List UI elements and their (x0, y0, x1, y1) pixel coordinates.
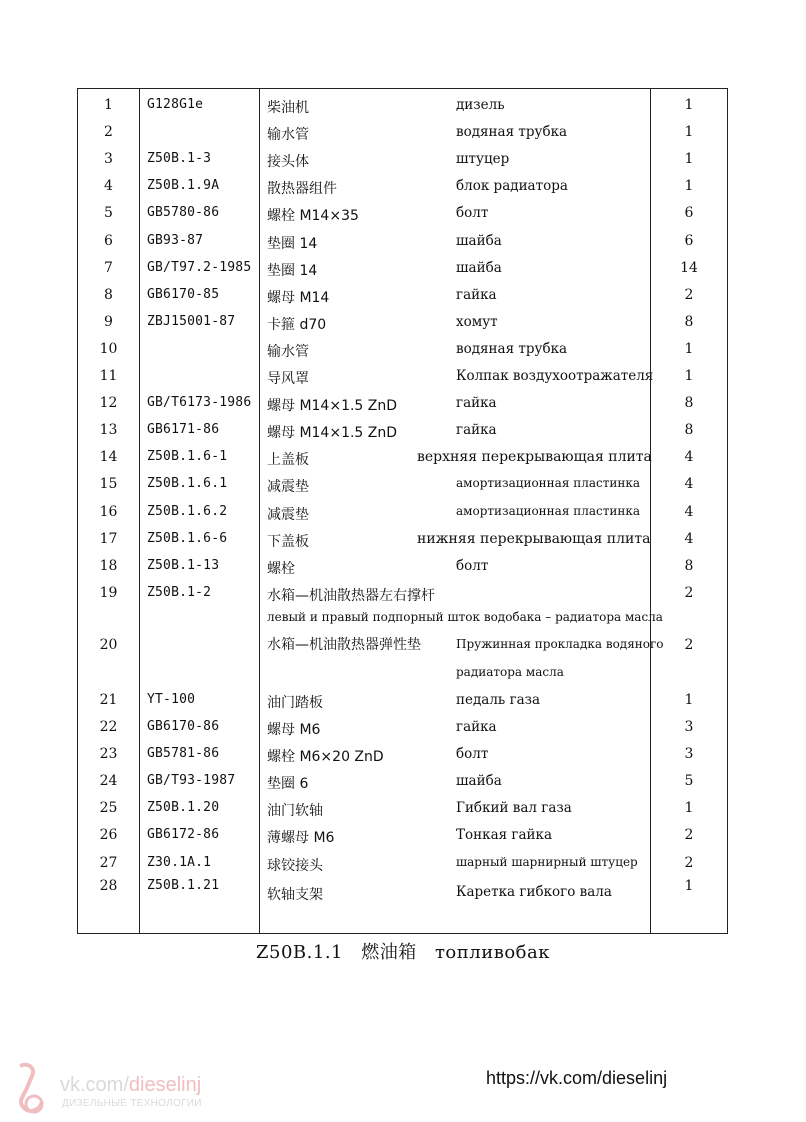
chinese-name: 接头体 (267, 154, 309, 171)
chinese-name: 上盖板 (267, 452, 309, 469)
table-row (78, 146, 727, 173)
russian-name: Колпак воздухоотражателя (456, 368, 654, 384)
item-number: 10 (99, 340, 118, 357)
item-number: 3 (104, 151, 113, 168)
table-row (78, 471, 727, 498)
item-number: 26 (99, 827, 118, 844)
chinese-name: 软轴支架 (267, 886, 323, 903)
parts-table (77, 88, 728, 934)
item-number: 19 (99, 584, 118, 601)
quantity: 1 (684, 151, 694, 168)
quantity: 1 (684, 340, 694, 357)
table-row (78, 877, 727, 904)
table-row (78, 390, 727, 417)
russian-name: шайба (456, 773, 502, 790)
table-row (78, 822, 727, 849)
item-number: 9 (104, 313, 113, 330)
item-number: 17 (99, 530, 118, 547)
item-number: 2 (104, 124, 113, 141)
part-code: Z50B.1-3 (147, 151, 212, 167)
chinese-name: 螺栓 M6×20 ZnD (267, 749, 384, 766)
chinese-name: 螺栓 M14×35 (267, 208, 359, 225)
quantity: 1 (684, 124, 694, 141)
part-code: GB5781-86 (147, 746, 220, 762)
table-row (78, 607, 727, 687)
chinese-name: 下盖板 (267, 533, 309, 550)
russian-name: нижняя перекрывающая плита (417, 530, 651, 547)
russian-name: шайба (456, 232, 502, 249)
quantity: 2 (684, 636, 694, 653)
chinese-name: 垫圈 14 (267, 235, 318, 252)
russian-name: Гибкий вал газа (456, 800, 572, 817)
part-code: GB/T97.2-1985 (147, 259, 252, 275)
item-number: 7 (104, 259, 113, 276)
watermark-logo (10, 1060, 240, 1116)
table-row (78, 336, 727, 363)
russian-name: штуцер (456, 151, 510, 168)
russian-name: педаль газа (456, 691, 541, 708)
quantity: 8 (684, 313, 694, 330)
russian-name: шайба (456, 259, 502, 276)
table-row (78, 580, 727, 607)
table-row (78, 768, 727, 795)
quantity: 5 (684, 773, 694, 790)
item-number: 18 (99, 557, 118, 574)
quantity: 1 (684, 691, 694, 708)
quantity: 2 (684, 286, 694, 303)
item-number: 23 (99, 746, 118, 763)
item-number: 1 (104, 97, 113, 113)
quantity: 4 (684, 530, 694, 547)
caption-code: Z50B.1.1 (256, 942, 343, 963)
part-code: Z50B.1.6.2 (147, 503, 228, 519)
quantity: 4 (684, 503, 694, 520)
item-number: 21 (99, 691, 118, 708)
caption-chinese: 燃油箱 (361, 942, 417, 963)
part-code: Z50B.1.9A (147, 178, 220, 194)
quantity: 8 (684, 395, 694, 412)
part-code: Z50B.1.6-1 (147, 449, 228, 465)
table-row (78, 417, 727, 444)
item-number: 11 (99, 368, 118, 384)
part-code: GB/T93-1987 (147, 773, 236, 789)
item-number: 28 (99, 877, 118, 894)
caption-russian: топливобак (434, 942, 550, 963)
chinese-name: 球铰接头 (267, 857, 323, 874)
item-number: 27 (99, 854, 118, 871)
chinese-name: 油门软轴 (267, 803, 323, 820)
chinese-name: 螺母 M14×1.5 ZnD (267, 398, 398, 415)
chinese-name: 薄螺母 M6 (267, 830, 335, 847)
part-code: Z50B.1-13 (147, 557, 220, 573)
table-row (78, 795, 727, 822)
quantity: 1 (684, 178, 694, 195)
item-number: 16 (99, 503, 118, 520)
item-number: 5 (104, 205, 113, 222)
quantity: 6 (684, 205, 694, 222)
quantity: 3 (684, 719, 694, 735)
chinese-name: 螺栓 (267, 560, 295, 577)
table-row (78, 444, 727, 471)
watermark-text: vk.com/dieselinj (60, 1074, 202, 1096)
item-number: 25 (99, 800, 118, 817)
quantity: 2 (684, 584, 694, 601)
table-row (78, 499, 727, 526)
russian-name: водяная трубка (456, 124, 568, 141)
part-code: GB6172-86 (147, 827, 220, 843)
quantity: 4 (684, 476, 694, 493)
chinese-name: 垫圈 6 (267, 776, 309, 793)
quantity: 2 (684, 854, 694, 871)
chinese-name: 柴油机 (267, 100, 309, 116)
table-row (78, 282, 727, 309)
russian-name: амортизационная пластинка (456, 503, 640, 518)
chinese-name: 卡箍 d70 (267, 316, 327, 333)
watermark-subtitle: ДИЗЕЛЬНЫЕ ТЕХНОЛОГИИ (62, 1098, 202, 1109)
chinese-name: 输水管 (267, 127, 309, 144)
russian-name: хомут (456, 313, 498, 330)
quantity: 8 (684, 422, 694, 439)
table-row (78, 741, 727, 768)
part-code: Z50B.1.6.1 (147, 476, 228, 492)
part-code: GB/T6173-1986 (147, 395, 252, 411)
quantity: 1 (684, 877, 694, 894)
table-row (78, 255, 727, 282)
russian-name: верхняя перекрывающая плита (417, 449, 652, 466)
table-row (78, 526, 727, 553)
piston-icon (10, 1060, 54, 1116)
russian-name: гайка (456, 719, 497, 735)
chinese-name: 输水管 (267, 343, 309, 360)
item-number: 20 (99, 636, 118, 653)
part-code: GB6170-86 (147, 719, 220, 734)
part-code: Z30.1A.1 (147, 854, 212, 870)
item-number: 24 (99, 773, 118, 790)
russian-name: болт (456, 205, 489, 222)
table-row (78, 363, 727, 390)
chinese-name: 螺母 M14×1.5 ZnD (267, 425, 398, 442)
russian-name: амортизационная пластинка (456, 476, 640, 491)
footer-link[interactable]: https://vk.com/dieselinj (486, 1068, 668, 1088)
part-code: G128G1e (147, 97, 204, 112)
item-number: 14 (99, 449, 118, 466)
quantity: 14 (680, 259, 698, 276)
item-number: 4 (104, 178, 113, 195)
russian-name: гайка (456, 422, 497, 439)
part-code: Z50B.1-2 (147, 584, 212, 600)
table-row (78, 119, 727, 146)
quantity: 6 (684, 232, 694, 249)
russian-name: Пружинная прокладка водяного (456, 636, 664, 651)
chinese-name: 油门踏板 (267, 694, 323, 711)
item-number: 8 (104, 286, 113, 303)
table-row (78, 553, 727, 580)
part-code: YT-100 (147, 691, 196, 707)
chinese-name: 水箱—机油散热器弹性垫 (267, 636, 421, 653)
item-number: 13 (99, 422, 118, 439)
russian-name: блок радиатора (456, 178, 568, 195)
item-number: 22 (99, 719, 118, 735)
chinese-name: 减震垫 (267, 479, 309, 496)
table-row (78, 228, 727, 255)
drawing-caption (0, 938, 806, 964)
russian-name: водяная трубка (456, 340, 568, 357)
russian-name-continued: радиатора масла (456, 664, 564, 679)
chinese-name: 螺母 M14 (267, 289, 330, 306)
quantity: 1 (684, 800, 694, 817)
chinese-name: 水箱—机油散热器左右撑杆 (267, 587, 435, 604)
russian-name: дизель (456, 97, 505, 113)
part-code: GB6171-86 (147, 422, 220, 438)
quantity: 4 (684, 449, 694, 466)
table-row (78, 309, 727, 336)
part-code: Z50B.1.6-6 (147, 530, 228, 546)
part-code: GB6170-85 (147, 286, 220, 302)
russian-name: Каретка гибкого вала (456, 883, 612, 900)
table-row (78, 92, 727, 119)
quantity: 1 (684, 368, 694, 384)
part-code: GB5780-86 (147, 205, 220, 221)
item-number: 15 (99, 476, 118, 493)
chinese-name: 减震垫 (267, 506, 309, 523)
quantity: 2 (684, 827, 694, 844)
quantity: 8 (684, 557, 694, 574)
part-code: ZBJ15001-87 (147, 313, 236, 329)
part-code: GB93-87 (147, 232, 204, 248)
russian-name: Тонкая гайка (456, 827, 553, 844)
item-number: 6 (104, 232, 113, 249)
table-row (78, 687, 727, 714)
russian-name: болт (456, 746, 489, 763)
chinese-name: 螺母 M6 (267, 722, 321, 738)
russian-name: шарный шарнирный штуцер (456, 854, 638, 869)
quantity: 3 (684, 746, 694, 763)
russian-name: болт (456, 557, 489, 574)
chinese-name: 导风罩 (267, 371, 309, 387)
russian-name-continued: левый и правый подпорный шток водобака – радиатора масла (267, 609, 663, 624)
table-row (78, 200, 727, 227)
table-row (78, 714, 727, 741)
part-code: Z50B.1.21 (147, 877, 220, 893)
quantity: 1 (684, 97, 694, 113)
table-row (78, 850, 727, 877)
part-code: Z50B.1.20 (147, 800, 220, 816)
item-number: 12 (99, 395, 118, 412)
russian-name: гайка (456, 286, 497, 303)
table-row (78, 173, 727, 200)
chinese-name: 散热器组件 (267, 181, 337, 198)
russian-name: гайка (456, 395, 497, 412)
chinese-name: 垫圈 14 (267, 262, 318, 279)
